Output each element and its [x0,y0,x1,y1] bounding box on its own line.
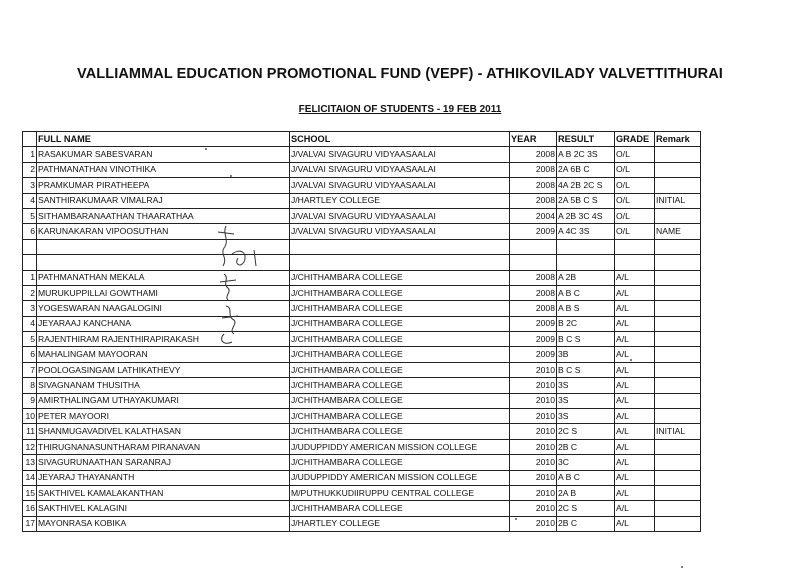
cell-grade: O/L [615,162,655,177]
col-header-school: SCHOOL [290,132,510,147]
cell-year: 2009 [510,316,557,331]
cell-year: 2008 [510,270,557,285]
scan-speck [630,359,632,361]
cell-school: J/CHITHAMBARA COLLEGE [290,301,510,316]
cell-grade: O/L [615,178,655,193]
cell-school: J/CHITHAMBARA COLLEGE [290,409,510,424]
table-row [23,285,701,300]
table-row [23,347,701,362]
cell-remark [655,455,701,470]
cell-result: 4A 2B 2C S [557,178,615,193]
cell-year: 2008 [510,193,557,208]
scan-speck [515,518,517,520]
table-row [23,208,701,223]
cell-remark [655,409,701,424]
cell-grade: A/L [615,285,655,300]
cell-name: SIVAGNANAM THUSITHA [37,378,290,393]
cell-name: KARUNAKARAN VIPOOSUTHAN [37,224,290,239]
cell-school: J/CHITHAMBARA COLLEGE [290,270,510,285]
empty-cell [290,255,510,270]
table-row [23,332,701,347]
cell-grade: O/L [615,147,655,162]
cell-remark [655,516,701,531]
cell-grade: A/L [615,424,655,439]
cell-year: 2010 [510,470,557,485]
table-row [23,193,701,208]
cell-name: JEYARAJ THAYANANTH [37,470,290,485]
cell-year: 2010 [510,409,557,424]
cell-name: SAKTHIVEL KAMALAKANTHAN [37,485,290,500]
document-title: VALLIAMMAL EDUCATION PROMOTIONAL FUND (VEPF) - ATHIKOVILADY VALVETTITHURAI [77,66,723,82]
cell-name: PETER MAYOORI [37,409,290,424]
cell-remark [655,208,701,223]
cell-school: J/HARTLEY COLLEGE [290,193,510,208]
cell-year: 2009 [510,224,557,239]
cell-sn: 3 [23,301,37,316]
cell-school: J/CHITHAMBARA COLLEGE [290,285,510,300]
table-row [23,424,701,439]
table-row [23,409,701,424]
cell-grade: A/L [615,470,655,485]
cell-remark [655,347,701,362]
cell-sn: 8 [23,378,37,393]
cell-remark [655,362,701,377]
cell-remark [655,501,701,516]
cell-sn: 5 [23,208,37,223]
cell-grade: A/L [615,516,655,531]
cell-sn: 9 [23,393,37,408]
empty-cell [655,255,701,270]
cell-grade: O/L [615,208,655,223]
cell-school: J/CHITHAMBARA COLLEGE [290,424,510,439]
cell-year: 2010 [510,362,557,377]
cell-grade: A/L [615,455,655,470]
cell-year: 2009 [510,332,557,347]
cell-grade: A/L [615,362,655,377]
cell-name: JEYARAAJ KANCHANA [37,316,290,331]
col-header-year: YEAR [510,132,557,147]
cell-remark [655,439,701,454]
cell-result: 2A 6B C [557,162,615,177]
cell-remark: INITIAL [655,424,701,439]
cell-result: A B C [557,470,615,485]
cell-result: 3B [557,347,615,362]
cell-result: 3S [557,378,615,393]
cell-school: J/CHITHAMBARA COLLEGE [290,378,510,393]
cell-grade: A/L [615,378,655,393]
cell-year: 2008 [510,178,557,193]
cell-year: 2004 [510,208,557,223]
cell-school: J/UDUPPIDDY AMERICAN MISSION COLLEGE [290,439,510,454]
handwritten-signature [204,222,264,352]
cell-sn: 5 [23,332,37,347]
col-header-name: FULL NAME [37,132,290,147]
empty-cell [510,239,557,254]
cell-result: 2B C [557,516,615,531]
cell-year: 2010 [510,485,557,500]
cell-sn: 2 [23,285,37,300]
cell-sn: 4 [23,193,37,208]
cell-year: 2008 [510,301,557,316]
cell-name: MURUKUPPILLAI GOWTHAMI [37,285,290,300]
cell-grade: A/L [615,270,655,285]
empty-cell [615,239,655,254]
col-header-sn [23,132,37,147]
cell-name: SHANMUGAVADIVEL KALATHASAN [37,424,290,439]
cell-sn: 1 [23,270,37,285]
table-row [23,455,701,470]
cell-school: J/CHITHAMBARA COLLEGE [290,362,510,377]
cell-remark [655,470,701,485]
cell-name: PATHMANATHAN VINOTHIKA [37,162,290,177]
cell-result: B C S [557,332,615,347]
cell-name: SAKTHIVEL KALAGINI [37,501,290,516]
table-row [23,393,701,408]
cell-name: MAHALINGAM MAYOORAN [37,347,290,362]
cell-sn: 10 [23,409,37,424]
cell-remark [655,270,701,285]
cell-grade: A/L [615,439,655,454]
cell-name: AMIRTHALINGAM UTHAYAKUMARI [37,393,290,408]
cell-grade: O/L [615,224,655,239]
cell-school: J/CHITHAMBARA COLLEGE [290,501,510,516]
cell-remark [655,285,701,300]
cell-year: 2010 [510,501,557,516]
cell-school: J/VALVAI SIVAGURU VIDYAASAALAI [290,178,510,193]
cell-name: RASAKUMAR SABESVARAN [37,147,290,162]
scan-speck [205,148,207,150]
table-row [23,162,701,177]
spacer-row [23,239,701,254]
empty-cell [290,239,510,254]
table-row [23,485,701,500]
cell-grade: A/L [615,485,655,500]
cell-grade: A/L [615,332,655,347]
cell-remark [655,301,701,316]
cell-sn: 12 [23,439,37,454]
table-row [23,501,701,516]
cell-name: SIVAGURUNAATHAN SARANRAJ [37,455,290,470]
cell-result: 2C S [557,501,615,516]
cell-name: PRAMKUMAR PIRATHEEPA [37,178,290,193]
header-row [23,132,701,147]
cell-name: RAJENTHIRAM RAJENTHIRAPIRAKASH [37,332,290,347]
cell-result: B 2C [557,316,615,331]
empty-cell [557,255,615,270]
cell-school: J/CHITHAMBARA COLLEGE [290,393,510,408]
table-row [23,316,701,331]
cell-result: 3C [557,455,615,470]
empty-cell [23,255,37,270]
students-table [22,131,701,532]
cell-school: J/CHITHAMBARA COLLEGE [290,316,510,331]
cell-remark [655,147,701,162]
table-row [23,301,701,316]
cell-year: 2010 [510,393,557,408]
cell-year: 2008 [510,285,557,300]
table-row [23,439,701,454]
cell-result: A 2B [557,270,615,285]
cell-sn: 7 [23,362,37,377]
col-header-grade: GRADE [615,132,655,147]
cell-sn: 11 [23,424,37,439]
cell-sn: 6 [23,347,37,362]
col-header-result: RESULT [557,132,615,147]
cell-year: 2010 [510,516,557,531]
cell-result: A B C [557,285,615,300]
cell-school: J/CHITHAMBARA COLLEGE [290,332,510,347]
cell-result: A 2B 3C 4S [557,208,615,223]
cell-remark [655,393,701,408]
col-header-remark: Remark [655,132,701,147]
cell-name: SANTHIRAKUMAAR VIMALRAJ [37,193,290,208]
cell-school: J/HARTLEY COLLEGE [290,516,510,531]
cell-grade: A/L [615,393,655,408]
cell-sn: 4 [23,316,37,331]
cell-result: B C S [557,362,615,377]
cell-school: J/VALVAI SIVAGURU VIDYAASAALAI [290,224,510,239]
table-row [23,147,701,162]
cell-sn: 15 [23,485,37,500]
cell-remark [655,332,701,347]
cell-grade: A/L [615,301,655,316]
cell-school: J/VALVAI SIVAGURU VIDYAASAALAI [290,162,510,177]
cell-year: 2008 [510,162,557,177]
cell-year: 2008 [510,147,557,162]
cell-result: 2A B [557,485,615,500]
cell-result: 2C S [557,424,615,439]
cell-name: THIRUGNANASUNTHARAM PIRANAVAN [37,439,290,454]
cell-name: YOGESWARAN NAAGALOGINI [37,301,290,316]
cell-year: 2010 [510,439,557,454]
cell-remark [655,162,701,177]
cell-remark [655,316,701,331]
table-row [23,378,701,393]
table-row [23,224,701,239]
cell-year: 2010 [510,455,557,470]
cell-grade: A/L [615,316,655,331]
cell-sn: 17 [23,516,37,531]
cell-school: M/PUTHUKKUDIIRUPPU CENTRAL COLLEGE [290,485,510,500]
cell-sn: 2 [23,162,37,177]
cell-name: PATHMANATHAN MEKALA [37,270,290,285]
cell-school: J/UDUPPIDDY AMERICAN MISSION COLLEGE [290,470,510,485]
cell-name: POOLOGASINGAM LATHIKATHEVY [37,362,290,377]
cell-result: 3S [557,393,615,408]
cell-school: J/VALVAI SIVAGURU VIDYAASAALAI [290,208,510,223]
table-row [23,178,701,193]
cell-sn: 14 [23,470,37,485]
cell-remark [655,178,701,193]
cell-remark [655,378,701,393]
cell-result: A B 2C 3S [557,147,615,162]
cell-school: J/CHITHAMBARA COLLEGE [290,455,510,470]
cell-result: 3S [557,409,615,424]
empty-cell [615,255,655,270]
table-row [23,362,701,377]
cell-year: 2010 [510,424,557,439]
cell-school: J/VALVAI SIVAGURU VIDYAASAALAI [290,147,510,162]
cell-result: 2A 5B C S [557,193,615,208]
cell-grade: A/L [615,409,655,424]
document-subtitle: FELICITAION OF STUDENTS - 19 FEB 2011 [298,104,502,115]
empty-cell [23,239,37,254]
spacer-row [23,255,701,270]
cell-grade: A/L [615,347,655,362]
scan-speck [230,175,232,177]
cell-remark: NAME [655,224,701,239]
empty-cell [557,239,615,254]
cell-year: 2010 [510,378,557,393]
cell-result: A B S [557,301,615,316]
cell-result: 2B C [557,439,615,454]
cell-grade: O/L [615,193,655,208]
cell-sn: 13 [23,455,37,470]
cell-grade: A/L [615,501,655,516]
cell-name: SITHAMBARANAATHAN THAARATHAA [37,208,290,223]
cell-result: A 4C 3S [557,224,615,239]
cell-school: J/CHITHAMBARA COLLEGE [290,347,510,362]
empty-cell [510,255,557,270]
cell-sn: 6 [23,224,37,239]
cell-year: 2009 [510,347,557,362]
empty-cell [655,239,701,254]
table-row [23,470,701,485]
table-row [23,270,701,285]
cell-remark [655,485,701,500]
table-row [23,516,701,531]
cell-remark: INITIAL [655,193,701,208]
cell-sn: 16 [23,501,37,516]
cell-sn: 1 [23,147,37,162]
cell-sn: 3 [23,178,37,193]
cell-name: MAYONRASA KOBIKA [37,516,290,531]
scan-speck [681,566,683,568]
